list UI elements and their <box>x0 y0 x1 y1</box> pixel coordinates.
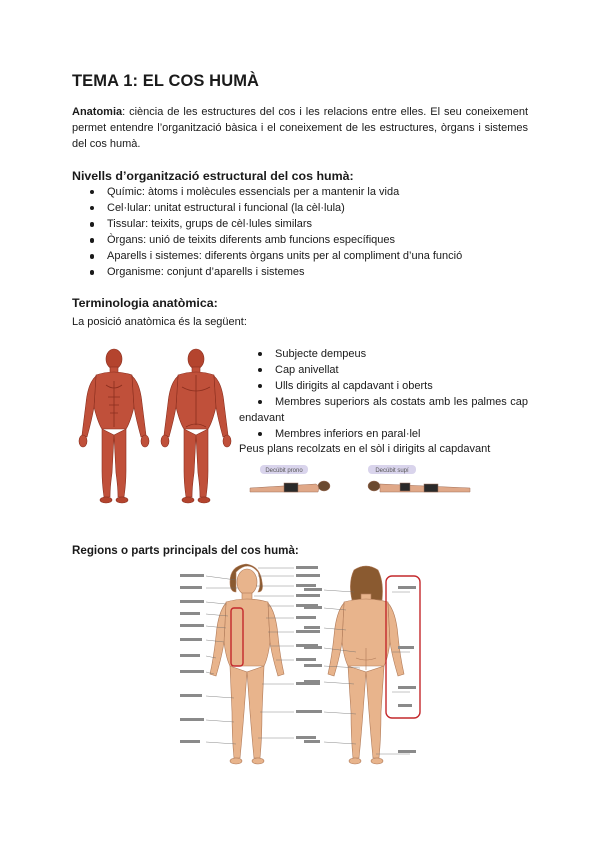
prone-body <box>250 481 330 492</box>
decubitus-figure <box>240 462 500 500</box>
list-item: Aparells i sistemes: diferents òrgans units per al compliment d’una funció <box>72 248 462 264</box>
levels-list <box>72 184 462 281</box>
list-item: Membres superiors als costats amb les palmes cap endavant <box>239 396 528 424</box>
list-item: Subjecte dempeus <box>239 346 528 362</box>
decubit-supi-label: Decúbit supí <box>375 468 409 474</box>
page-title: TEMA 1: EL COS HUMÀ <box>72 72 260 90</box>
muscle-anatomy-figure <box>74 345 234 505</box>
regions-heading: Regions o parts principals del cos humà: <box>72 544 299 557</box>
list-item: Químic: àtoms i molècules essencials per a mantenir la vida <box>72 184 462 200</box>
intro-paragraph <box>72 104 528 153</box>
terminology-heading: Terminologia anatòmica: <box>72 296 218 310</box>
list-item: Cel·lular: unitat estructural i funcional (la cèl·lula) <box>72 200 462 216</box>
back-muscle-figure <box>161 349 231 503</box>
list-item: Tissular: teixits, grups de cèl·lules similars <box>72 216 462 232</box>
list-item: Cap anivellat <box>239 362 528 378</box>
feet-text: Peus plans recolzats en el sòl i dirigits al capdavant <box>239 443 491 455</box>
supine-body <box>368 481 470 492</box>
levels-heading: Nivells d’organització estructural del cos humà: <box>72 169 354 183</box>
position-list <box>239 346 528 442</box>
list-item: Òrgans: unió de teixits diferents amb funcions específiques <box>72 232 462 248</box>
decubit-prono-label: Decúbit prono <box>265 468 303 474</box>
intro-term: Anatomia <box>72 106 123 118</box>
back-body-figure <box>328 566 404 764</box>
list-item: Organisme: conjunt d’aparells i sistemes <box>72 264 462 280</box>
front-body-figure <box>210 564 284 764</box>
terminology-intro: La posició anatòmica és la següent: <box>72 316 247 328</box>
list-item: Ulls dirigits al capdavant i oberts <box>239 378 528 394</box>
intro-text: : ciència de les estructures del cos i les relacions entre elles. El seu coneixement permet entendre l’organització bàsica i el coneixement de les estructures, òrgans i sistemes del cos humà. <box>72 106 528 151</box>
front-muscle-figure <box>79 349 149 503</box>
list-item: Membres inferiors en paral·lel <box>239 426 528 442</box>
body-regions-figure <box>176 562 426 768</box>
